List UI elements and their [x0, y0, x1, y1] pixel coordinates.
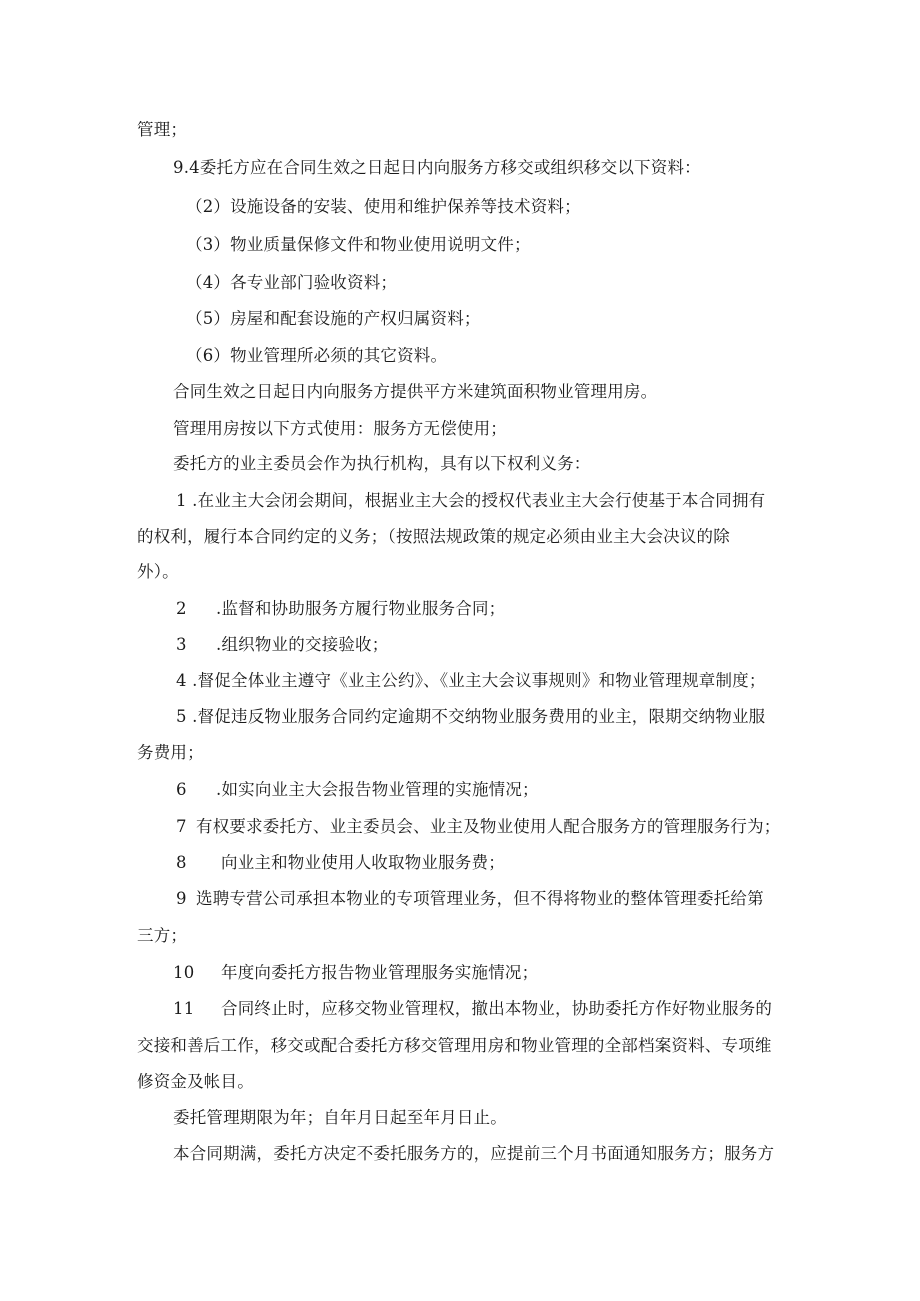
text-line: 有权要求委托方、业主委员会、业主及物业使用人配合服务方的管理服务行为； — [196, 817, 781, 836]
list-item-number: 11 — [173, 999, 195, 1018]
text-line: （2）设施设备的安装、使用和维护保养等技术资料； — [186, 197, 581, 216]
text-line: .组织物业的交接验收； — [216, 635, 389, 654]
text-line: （3）物业质量保修文件和物业使用说明文件； — [186, 235, 531, 254]
text-line: 委托管理期限为年；自年月日起至年月日止。 — [173, 1108, 507, 1127]
text-line: （6）物业管理所必须的其它资料。 — [186, 346, 448, 365]
text-line: .如实向业主大会报告物业管理的实施情况； — [216, 780, 539, 799]
text-line: 选聘专营公司承担本物业的专项管理业务，但不得将物业的整体管理委托给第 — [196, 889, 764, 908]
text-line: 务费用； — [137, 743, 204, 762]
text-line: 管理； — [137, 120, 188, 139]
text-line: 管理用房按以下方式使用：服务方无偿使用； — [173, 419, 507, 438]
list-item-number: 10 — [173, 963, 195, 982]
text-line: （4）各专业部门验收资料； — [186, 273, 398, 292]
list-item-number: 7 — [176, 817, 187, 836]
text-line: 修资金及帐目。 — [137, 1072, 254, 1091]
text-line: 年度向委托方报告物业管理服务实施情况； — [221, 963, 539, 982]
text-line: 交接和善后工作，移交或配合委托方移交管理用房和物业管理的全部档案资料、专项维 — [137, 1036, 772, 1055]
text-line: 外）。 — [137, 562, 179, 581]
text-line: 三方； — [137, 926, 188, 945]
text-line: 5 .督促违反物业服务合同约定逾期不交纳物业服务费用的业主，限期交纳物业服 — [176, 707, 766, 726]
list-item-number: 9 — [176, 889, 187, 908]
text-line: 合同生效之日起日内向服务方提供平方米建筑面积物业管理用房。 — [173, 382, 658, 401]
text-line: .监督和协助服务方履行物业服务合同； — [216, 599, 506, 618]
list-item-number: 2 — [176, 599, 187, 618]
list-item-number: 6 — [176, 780, 187, 799]
text-line: 1 .在业主大会闭会期间，根据业主大会的授权代表业主大会行使基于本合同拥有 — [176, 491, 766, 510]
text-line: （5）房屋和配套设施的产权归属资料； — [186, 309, 481, 328]
list-item-number: 3 — [176, 635, 187, 654]
text-line: 9.4委托方应在合同生效之日起日内向服务方移交或组织移交以下资料： — [173, 158, 701, 177]
text-line: 本合同期满，委托方决定不委托服务方的，应提前三个月书面通知服务方；服务方 — [173, 1144, 775, 1163]
list-item-number: 8 — [176, 853, 187, 872]
text-line: 的权利，履行本合同约定的义务；（按照法规政策的规定必须由业主大会决议的除 — [137, 527, 730, 546]
text-line: 委托方的业主委员会作为执行机构，具有以下权利义务： — [173, 454, 591, 473]
text-line: 4 .督促全体业主遵守《业主公约》、《业主大会议事规则》和物业管理规章制度； — [176, 671, 766, 690]
text-line: 向业主和物业使用人收取物业服务费； — [221, 853, 505, 872]
text-line: 合同终止时，应移交物业管理权，撤出本物业，协助委托方作好物业服务的 — [221, 999, 773, 1018]
